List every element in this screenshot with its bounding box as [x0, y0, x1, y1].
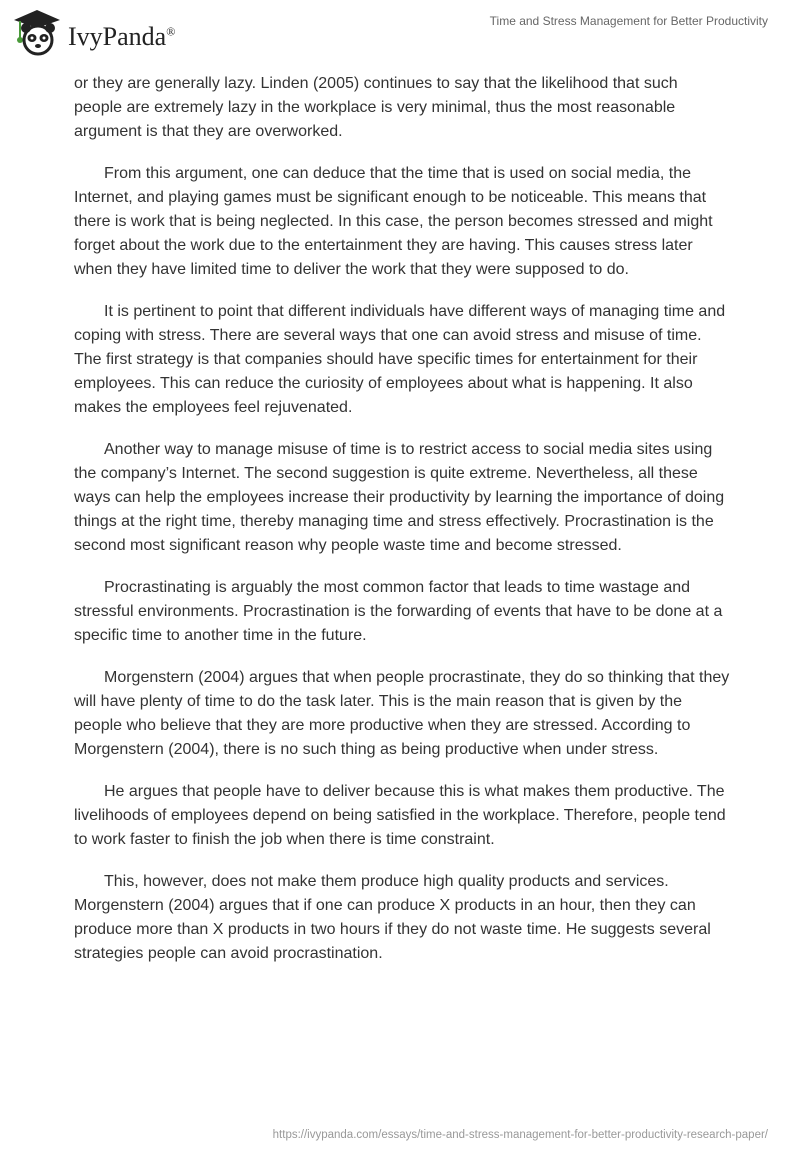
panda-graduate-icon: [12, 8, 62, 56]
source-url[interactable]: https://ivypanda.com/essays/time-and-stress-management-for-better-productivity-research-paper/: [272, 1129, 768, 1141]
paragraph: or they are generally lazy. Linden (2005) continues to say that the likelihood that such people are extremely lazy in the workplace is very minimal, thus the most reasonable argument is that they are overworked.: [74, 75, 678, 140]
document-title: Time and Stress Management for Better Productivity: [489, 14, 768, 28]
paragraph: This, however, does not make them produce high quality products and services. Morgenstern (2004) argues that if one can produce X products in an hour, then they can produce more than X products in two hours if they do not waste time. He suggests several strategies people can avoid procrastination.: [74, 873, 711, 962]
page-header: [0, 0, 800, 60]
brand-name: IvyPanda®: [68, 22, 176, 51]
paragraph: It is pertinent to point that different individuals have different ways of managing time and coping with stress. There are several ways that one can avoid stress and misuse of time. The first strategy is that companies should have specific times for entertainment for their employees. This can reduce the curiosity of employees about what is happening. It also makes the employees feel rejuvenated.: [74, 303, 726, 416]
paragraph: From this argument, one can deduce that the time that is used on social media, the Internet, and playing games must be significant enough to be noticeable. This means that there is work that is being neglected. In this case, the person becomes stressed and might forget about the work due to the entertainment they are having. This causes stress later when they have limited time to deliver the work that they were supposed to do.: [74, 165, 713, 278]
paragraph: Another way to manage misuse of time is to restrict access to social media sites using the company’s Internet. The second suggestion is quite extreme. Nevertheless, all these ways can help the employees increase their productivity by learning the importance of doing things at the right time, thereby managing time and stress effectively. Procrastination is the second most significant reason why people waste time and become stressed.: [74, 441, 725, 554]
ivypanda-logo[interactable]: [12, 8, 175, 56]
paragraph: He argues that people have to deliver because this is what makes them productive. The livelihoods of employees depend on being satisfied in the workplace. Therefore, people tend to work faster to finish the job when there is time constraint.: [74, 783, 726, 848]
paragraph: Morgenstern (2004) argues that when people procrastinate, they do so thinking that they will have plenty of time to do the task later. This is the main reason that is given by the people who believe that they are more productive when they are stressed. According to Morgenstern (2004), there is no such thing as being productive when under stress.: [74, 669, 730, 758]
paragraph: Procrastinating is arguably the most common factor that leads to time wastage and stressful environments. Procrastination is the forwarding of events that have to be done at a specific time to another time in the future.: [74, 579, 723, 644]
essay-body: [74, 72, 730, 984]
